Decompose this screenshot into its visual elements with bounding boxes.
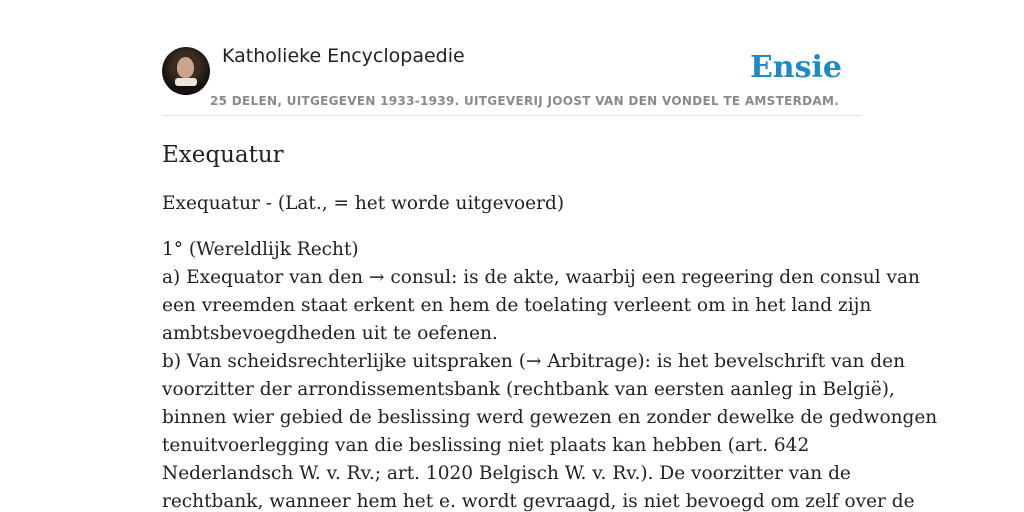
- article-lead: Exequatur - (Lat., = het worde uitgevoerd): [162, 193, 565, 214]
- portrait-avatar-icon[interactable]: [162, 47, 210, 95]
- body-line: Nederlandsch W. v. Rv.; art. 1020 Belgisch W. v. Rv.). De voorzitter van de: [162, 463, 851, 484]
- body-line: tenuitvoerlegging van die beslissing niet plaats kan hebben (art. 642: [162, 435, 810, 456]
- body-line: b) Van scheidsrechterlijke uitspraken (→ Arbitrage): is het bevelschrift van den: [162, 351, 905, 372]
- publication-subtitle: 25 DELEN, UITGEGEVEN 1933-1939. UITGEVERIJ JOOST VAN DEN VONDEL TE AMSTERDAM.: [210, 94, 840, 108]
- article-body: [162, 236, 938, 512]
- body-line: voorzitter der arrondissementsbank (rechtbank van eersten aanleg in België),: [162, 379, 895, 400]
- site-header: [162, 0, 862, 116]
- body-line: a) Exequator van den → consul: is de akte, waarbij een regeering den consul van: [162, 267, 920, 288]
- body-line: een vreemden staat erkent en hem de toelating verleent om in het land zijn: [162, 295, 872, 316]
- body-line: 1° (Wereldlijk Recht): [162, 239, 359, 260]
- article-title: Exequatur: [162, 142, 284, 168]
- consul-xref-link[interactable]: → consul: [368, 267, 452, 288]
- ensie-logo-link[interactable]: Ensie: [749, 50, 842, 85]
- body-line: rechtbank, wanneer hem het e. wordt gevraagd, is niet bevoegd om zelf over de: [162, 491, 915, 512]
- arbitrage-xref-link[interactable]: → Arbitrage: [525, 351, 638, 372]
- body-line: ambtsbevoegdheden uit te oefenen.: [162, 323, 498, 344]
- body-line: binnen wier gebied de beslissing werd gewezen en zonder dewelke de gedwongen: [162, 407, 938, 428]
- article: [162, 138, 938, 512]
- site-title[interactable]: Katholieke Encyclopaedie: [222, 45, 465, 67]
